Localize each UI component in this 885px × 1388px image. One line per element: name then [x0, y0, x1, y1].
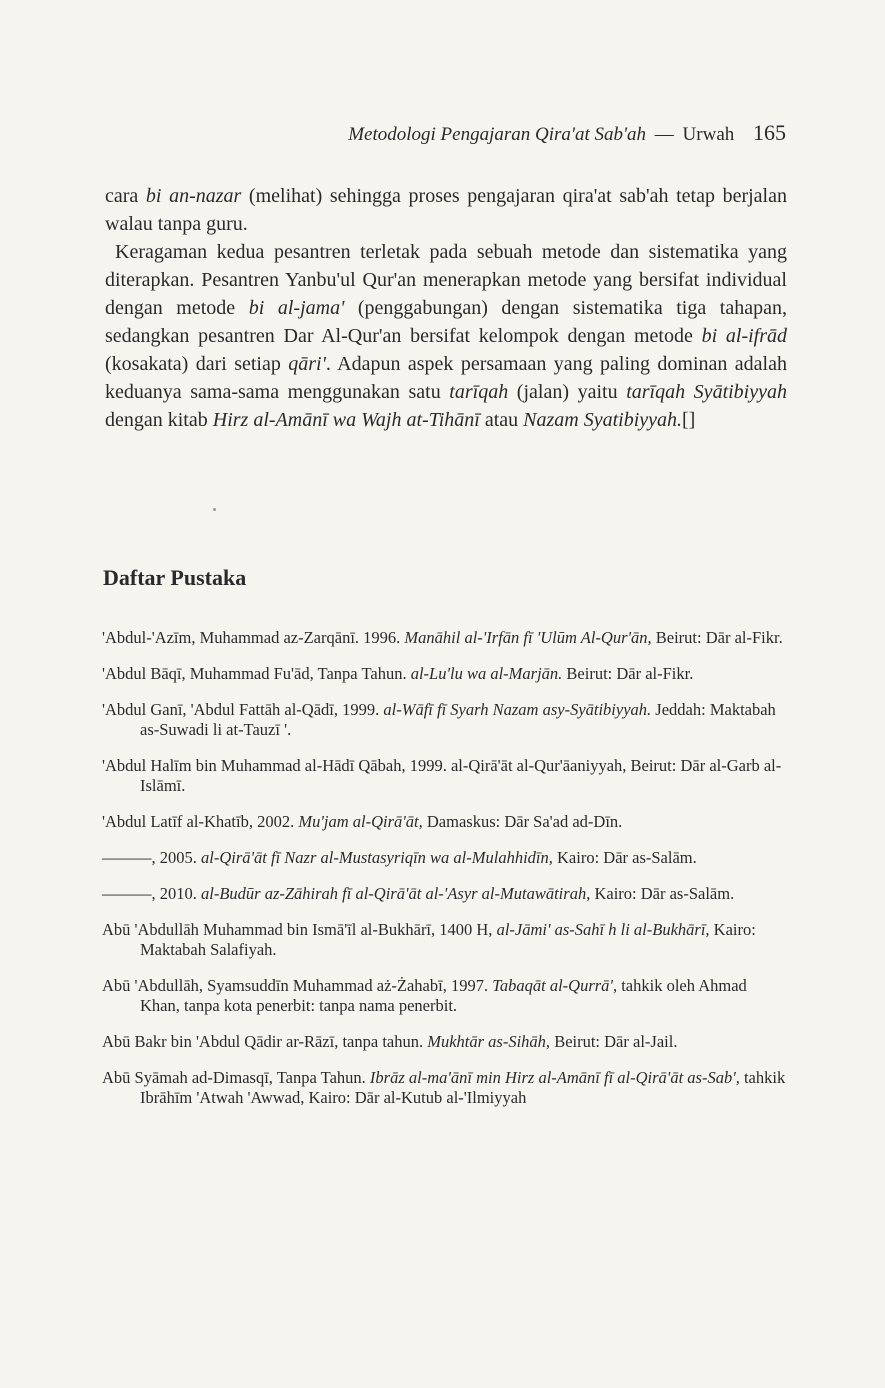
text-run: dengan kitab: [105, 409, 213, 431]
ref-title: al-Budūr az-Zāhirah fī al-Qirā'āt al-'Asyr al-Mutawātirah,: [201, 884, 591, 903]
bibliography-entry: [102, 1068, 786, 1108]
bibliography-entry: [102, 1032, 786, 1052]
text-run: (kosakata) dari setiap: [105, 353, 289, 375]
italic-term: Nazam Syatibiyyah.: [523, 409, 683, 431]
ref-text: Abū Syāmah ad-Dimasqī, Tanpa Tahun.: [102, 1068, 370, 1087]
text-run: . Adapun aspek persamaan yang paling dominan adalah keduanya sama-sama menggunakan satu: [105, 353, 787, 403]
running-head-separator: —: [654, 124, 674, 145]
bibliography-entry: [102, 664, 786, 684]
ref-title: Mukhtār as-Sihāh,: [427, 1032, 551, 1051]
paragraph-2: [105, 238, 787, 434]
ref-text: 'Abdul Latīf al-Khatīb, 2002.: [102, 812, 299, 831]
ref-publisher: Beirut: Dār al-Jail.: [550, 1032, 678, 1051]
page-number: 165: [753, 120, 786, 145]
ref-publisher: Kairo: Dār as-Salām.: [590, 884, 735, 903]
bibliography-entry: [102, 756, 786, 796]
running-title: Metodologi Pengajaran Qira'at Sab'ah: [348, 124, 647, 145]
italic-term: Hirz al-Amānī wa Wajh at-Tihānī: [212, 409, 480, 431]
paragraph-1: [105, 182, 787, 238]
ref-publisher: Beirut: Dār al-Fikr.: [651, 628, 783, 647]
ref-title: al-Jāmi' as-Sahī h li al-Bukhārī,: [496, 920, 710, 939]
bibliography-entry: [102, 884, 786, 904]
text-run: cara: [105, 185, 146, 207]
ref-publisher: Beirut: Dār al-Fikr.: [562, 664, 694, 683]
text-run: atau: [479, 409, 524, 431]
ref-text: 'Abdul Bāqī, Muhammad Fu'ād, Tanpa Tahun.: [102, 664, 411, 683]
ref-text: 'Abdul Halīm bin Muhammad al-Hādī Qābah, 1999. al-Qirā'āt al-Qur'āaniyyah, Beirut: Dār al-Garb al-Islāmī.: [102, 756, 782, 795]
text-run: Keragaman kedua pesantren terletak pada sebuah metode dan sistematika yang diterapkan. Pesantren Yanbu'ul Qur'an menerapkan metode yang bersifat individual dengan metode: [105, 241, 787, 319]
ref-text: 'Abdul-'Azīm, Muhammad az-Zarqānī. 1996.: [102, 628, 405, 647]
bibliography-entry: [102, 976, 786, 1016]
bibliography-entry: [102, 812, 786, 832]
ref-publisher: tahkik oleh Ahmad Khan, tanpa kota penerbit: tanpa nama penerbit.: [140, 976, 747, 1015]
ref-publisher: Jeddah: Maktabah as-Suwadi li at-Tauzī '.: [140, 700, 776, 739]
print-speck: [213, 508, 216, 511]
bibliography-entry: [102, 700, 786, 740]
italic-term: tarīqah Syātibiyyah: [626, 381, 787, 403]
italic-term: bi an-nazar: [145, 185, 242, 207]
text-run: (jalan) yaitu: [508, 381, 627, 403]
ref-text: Abū Bakr bin 'Abdul Qādir ar-Rāzī, tanpa tahun.: [102, 1032, 428, 1051]
bibliography-entry: [102, 628, 786, 648]
ref-publisher: Kairo: Dār as-Salām.: [552, 848, 697, 867]
ref-title: Tabaqāt al-Qurrā',: [492, 976, 618, 995]
ref-title: al-Qirā'āt fī Nazr al-Mustasyriqīn wa al-Mulahhidīn,: [201, 848, 553, 867]
ref-title: Ibrāz al-ma'ānī min Hirz al-Amānī fī al-Qirā'āt as-Sab',: [369, 1068, 740, 1087]
ref-text: Abū 'Abdullāh Muhammad bin Ismā'īl al-Bukhārī, 1400 H,: [102, 920, 497, 939]
italic-term: tarīqah: [449, 381, 509, 403]
ref-text: ———, 2005.: [102, 848, 201, 867]
text-run: (melihat) sehingga proses pengajaran qira'at sab'ah tetap berjalan walau tanpa guru.: [105, 185, 787, 235]
ref-text: 'Abdul Ganī, 'Abdul Fattāh al-Qādī, 1999.: [102, 700, 384, 719]
italic-term: bi al-ifrād: [701, 325, 788, 347]
running-head-author: Urwah: [682, 124, 735, 145]
ref-title: al-Lu'lu wa al-Marjān.: [410, 664, 563, 683]
running-head: [0, 120, 786, 146]
ref-title: Manāhil al-'Irfān fī 'Ulūm Al-Qur'ān,: [404, 628, 652, 647]
bibliography-entry: [102, 920, 786, 960]
ref-publisher: tahkik Ibrāhīm 'Atwah 'Awwad, Kairo: Dār al-Kutub al-'Ilmiyyah: [140, 1068, 786, 1107]
ref-title: al-Wāfī fī Syarh Nazam asy-Syātibiyyah.: [383, 700, 652, 719]
ref-publisher: Damaskus: Dār Sa'ad ad-Dīn.: [422, 812, 623, 831]
bibliography-list: [102, 628, 786, 1124]
body-text: [105, 182, 787, 434]
text-run: (penggabungan) dengan sistematika tiga tahapan, sedangkan pesantren Dar Al-Qur'an bersifat kelompok dengan metode: [105, 297, 787, 347]
ref-publisher: Kairo: Maktabah Salafiyah.: [140, 920, 756, 959]
bibliography-entry: [102, 848, 786, 868]
section-heading: Daftar Pustaka: [103, 565, 247, 590]
italic-term: qāri': [288, 353, 326, 375]
italic-term: bi al-jama': [248, 297, 345, 319]
end-mark: []: [682, 409, 696, 431]
ref-text: Abū 'Abdullāh, Syamsuddīn Muhammad aż-Żahabī, 1997.: [102, 976, 493, 995]
ref-text: ———, 2010.: [102, 884, 201, 903]
ref-title: Mu'jam al-Qirā'āt,: [298, 812, 423, 831]
